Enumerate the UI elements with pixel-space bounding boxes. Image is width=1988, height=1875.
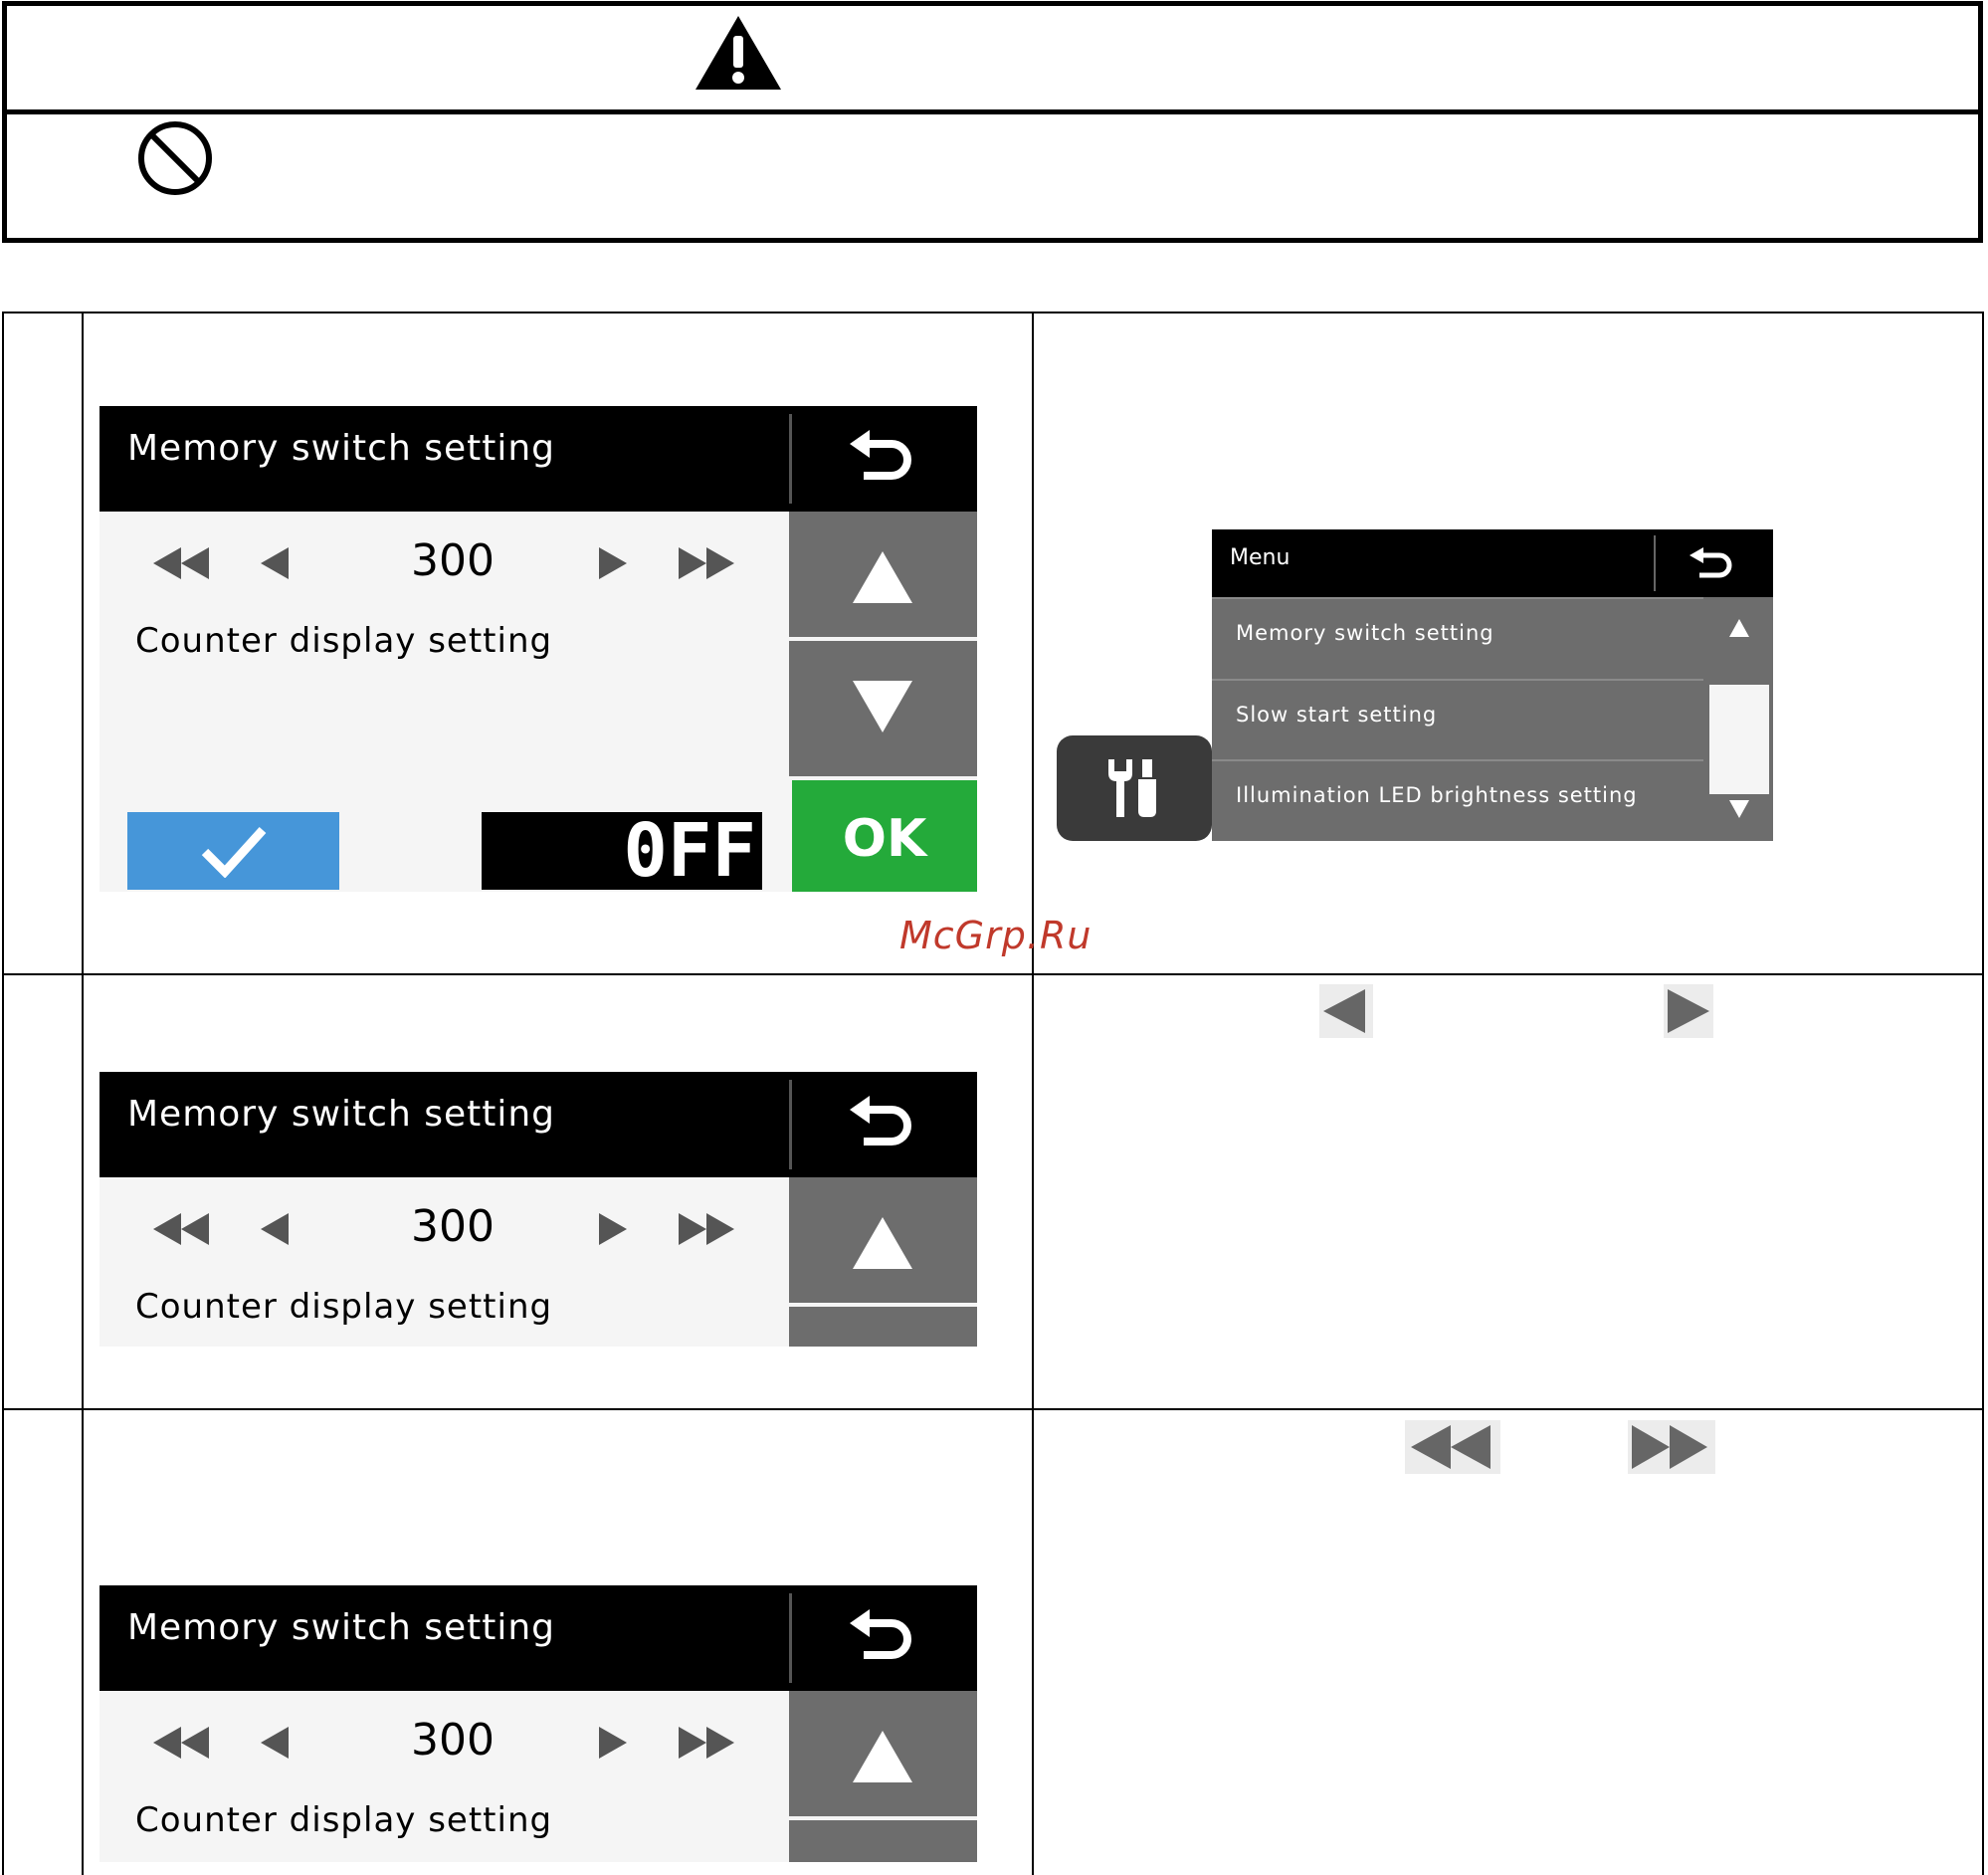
step-forward-icon (1664, 984, 1713, 1038)
step-forward-icon[interactable] (595, 545, 629, 581)
caution-box (2, 1, 1983, 243)
scroll-down-button[interactable] (789, 1820, 977, 1862)
arrow-up-icon (851, 1729, 914, 1784)
panel-title-bar (99, 406, 977, 512)
menu-item-label: Memory switch setting (1236, 621, 1494, 645)
fast-forward-icon[interactable] (677, 1725, 736, 1761)
toggle-value: 0FF (482, 812, 762, 890)
menu-item-label: Slow start setting (1236, 703, 1438, 727)
menu-header (1212, 529, 1773, 597)
step-back-icon[interactable] (259, 545, 293, 581)
scroll-up-button[interactable] (789, 1177, 977, 1303)
back-icon[interactable] (846, 426, 917, 490)
fast-forward-icon (1628, 1420, 1715, 1474)
value-display: 300 (411, 535, 495, 586)
panel-title-bar (99, 1585, 977, 1691)
fast-rewind-icon (1405, 1420, 1500, 1474)
step-forward-icon[interactable] (595, 1211, 629, 1247)
arrow-down-icon (851, 679, 914, 734)
step-back-icon (1319, 984, 1373, 1038)
step-back-icon[interactable] (259, 1725, 293, 1761)
step-back-icon[interactable] (259, 1211, 293, 1247)
scroll-up-button[interactable] (789, 512, 977, 637)
scroll-down-button[interactable] (789, 1307, 977, 1347)
memory-switch-panel (99, 1585, 977, 1862)
fast-rewind-icon[interactable] (153, 545, 213, 581)
value-display: 300 (411, 1715, 495, 1766)
setting-label: Counter display setting (135, 621, 553, 661)
scroll-up-button[interactable] (789, 1691, 977, 1816)
scroll-thumb[interactable] (1709, 685, 1769, 794)
arrow-down-icon[interactable] (1727, 798, 1751, 820)
panel-title-bar (99, 1072, 977, 1177)
menu-item[interactable] (1212, 597, 1703, 677)
warning-triangle-icon (694, 12, 783, 92)
arrow-up-icon[interactable] (1727, 617, 1751, 639)
fast-rewind-icon[interactable] (153, 1725, 213, 1761)
tools-icon (1102, 757, 1166, 819)
menu-item[interactable] (1212, 759, 1703, 839)
panel-title: Memory switch setting (127, 1094, 556, 1135)
menu-item[interactable] (1212, 679, 1703, 758)
tools-button[interactable] (1057, 735, 1212, 841)
fast-rewind-icon[interactable] (153, 1211, 213, 1247)
watermark: McGrp.Ru (899, 914, 1093, 957)
fast-forward-icon[interactable] (677, 1211, 736, 1247)
arrow-up-icon (851, 549, 914, 605)
memory-switch-panel (99, 1072, 977, 1347)
menu-panel (1212, 529, 1773, 841)
back-icon[interactable] (846, 1092, 917, 1155)
ok-button[interactable]: OK (792, 780, 977, 892)
menu-title: Menu (1230, 545, 1291, 570)
panel-title: Memory switch setting (127, 1607, 556, 1648)
check-button[interactable] (127, 812, 339, 890)
caution-header (7, 6, 1978, 114)
arrow-up-icon (851, 1215, 914, 1271)
setting-label: Counter display setting (135, 1287, 553, 1327)
panel-title: Memory switch setting (127, 428, 556, 469)
back-icon[interactable] (846, 1605, 917, 1669)
menu-item-label: Illumination LED brightness setting (1236, 783, 1638, 807)
fast-forward-icon[interactable] (677, 545, 736, 581)
menu-back-icon[interactable] (1688, 545, 1735, 583)
step-forward-icon[interactable] (595, 1725, 629, 1761)
memory-switch-panel (99, 406, 977, 892)
prohibition-icon (136, 119, 214, 197)
setting-label: Counter display setting (135, 1800, 553, 1840)
scroll-down-button[interactable] (789, 641, 977, 776)
checkmark-icon (199, 824, 269, 878)
value-display: 300 (411, 1201, 495, 1252)
